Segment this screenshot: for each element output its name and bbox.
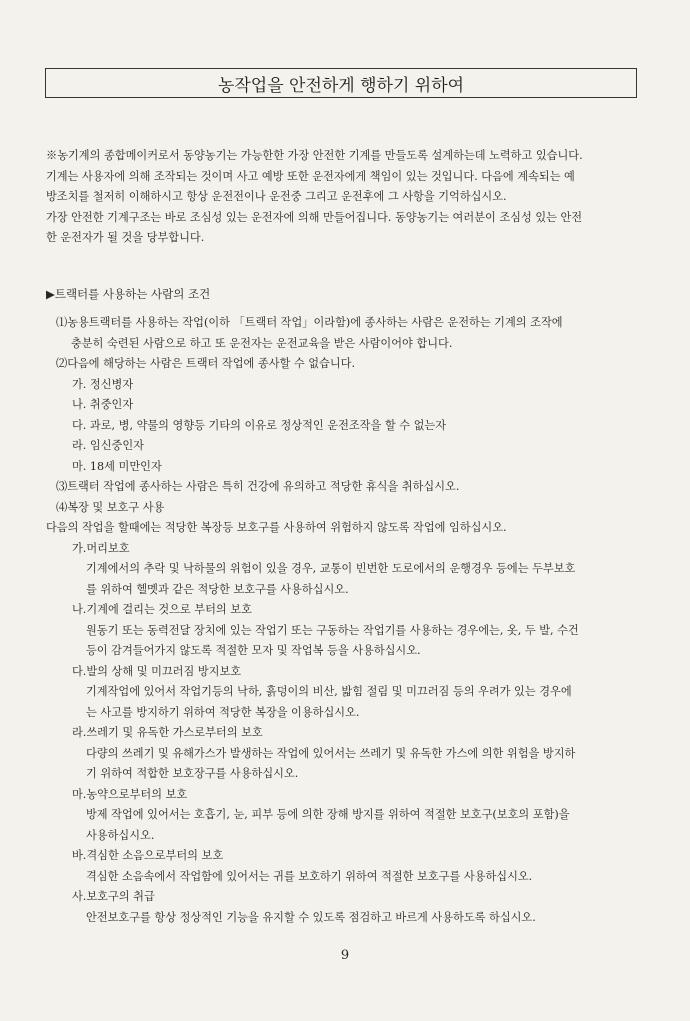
intro-paragraph: [46, 146, 638, 249]
list-item: 다.발의 상해 및 미끄러짐 방지보호: [72, 664, 242, 678]
section-heading: ▶트랙터를 사용하는 사람의 조건: [46, 286, 211, 301]
list-item: 라.쓰레기 및 유독한 가스로부터의 보호: [72, 726, 263, 739]
list-item: 바.격심한 소음으로부터의 보호: [72, 849, 224, 862]
list-item: 방제 작업에 있어서는 호흡기, 눈, 피부 등에 의한 장해 방지를 위하여 적절한 보호구(보호의 포함)을: [86, 808, 570, 821]
intro-line: ※농기계의 종합메이커로서 동양농기는 가능한한 가장 안전한 기계를 만들도록 설계하는데 노력하고 있습니다.: [46, 149, 583, 162]
list-item: 기 위하여 적합한 보호장구를 사용하십시오.: [86, 767, 299, 780]
list-item: 마.농약으로부터의 보호: [72, 787, 188, 801]
list-item: ⑷복장 및 보호구 사용: [56, 500, 165, 514]
list-item: 를 위하여 헬멧과 같은 적당한 보호구를 사용하십시오.: [86, 582, 349, 596]
list-item: ⑶트랙터 작업에 종사하는 사람은 특히 건강에 유의하고 적당한 휴식을 취하십시오.: [56, 480, 460, 493]
list-item: 나. 취중인자: [72, 398, 134, 411]
list-item: 는 사고를 방지하기 위하여 적당한 복장을 이용하십시오.: [86, 705, 360, 719]
list-item: 가. 정신병자: [72, 377, 134, 391]
list-item: 기계작업에 있어서 작업기등의 낙하, 흙덩이의 비산, 밟힘 절림 및 미끄러짐 등의 우려가 있는 경우에: [86, 685, 572, 698]
list-item: 다량의 쓰레기 및 유해가스가 발생하는 작업에 있어서는 쓰레기 및 유독한 가스에 의한 위험을 방지하: [86, 746, 576, 760]
list-item: 나.기계에 걸리는 것으로 부터의 보호: [72, 603, 252, 616]
list-item: 기계에서의 추락 및 낙하물의 위험이 있을 경우, 교통이 빈번한 도로에서의 운행경우 등에는 두부보호: [86, 562, 576, 575]
list-item: 다. 과로, 병, 약물의 영향등 기타의 이유로 정상적인 운전조작을 할 수 없는자: [72, 418, 447, 432]
list-item: ⑴농용트랙터를 사용하는 작업(이하 「트랙터 작업」이라함)에 종사하는 사람은 운전하는 기계의 조작에: [56, 316, 563, 329]
page-number: 9: [340, 948, 350, 963]
list-item: 사용하십시오.: [86, 828, 155, 842]
list-item: 다음의 작업을 할때에는 적당한 복장등 보호구를 사용하여 위험하지 않도록 작업에 임하십시오.: [46, 521, 507, 534]
intro-line: 한 운전자가 될 것을 당부합니다.: [46, 231, 205, 244]
list-item: 충분히 숙련된 사람으로 하고 또 운전자는 운전교육을 받은 사람이어야 합니다.: [71, 336, 453, 350]
page-title: 농작업을 안전하게 행하기 위하여: [45, 68, 637, 98]
list-item: 등이 감겨들어가지 않도록 적절한 모자 및 작업복 등을 사용하십시오.: [86, 644, 421, 657]
intro-line: 기계는 사용자에 의해 조작되는 것이며 사고 예방 또한 운전자에게 책임이 있는 것입니다. 다음에 계속되는 예: [46, 169, 575, 183]
list-item: 격심한 소음속에서 작업함에 있어서는 귀를 보호하기 위하여 적절한 보호구를 사용하십시오.: [86, 869, 533, 883]
intro-line: 가장 안전한 기계구조는 바로 조심성 있는 운전자에 의해 만들어집니다. 동양농기는 여러분이 조심성 있는 안전: [46, 210, 583, 224]
list-item: 라. 임신중인자: [72, 439, 144, 452]
list-item: 안전보호구를 항상 정상적인 기능을 유지할 수 있도록 점검하고 바르게 사용하도록 하십시오.: [86, 910, 536, 924]
list-item: ⑵다음에 해당하는 사람은 트랙터 작업에 종사할 수 없습니다.: [56, 357, 356, 370]
body-text: [46, 146, 638, 928]
list-item: 원동기 또는 동력전달 장치에 있는 작업기 또는 구동하는 작업기를 사용하는 경우에는, 옷, 두 발, 수건: [86, 623, 579, 637]
list-item: 마. 18세 미만인자: [72, 459, 162, 473]
list-item: 사.보호구의 취급: [72, 890, 155, 903]
intro-line: 방조치를 철저히 이해하시고 항상 운전전이나 운전중 그리고 운전후에 그 사항을 기억하십시오.: [46, 190, 507, 203]
conditions-list: [46, 313, 638, 928]
list-item: 가.머리보호: [72, 541, 130, 555]
